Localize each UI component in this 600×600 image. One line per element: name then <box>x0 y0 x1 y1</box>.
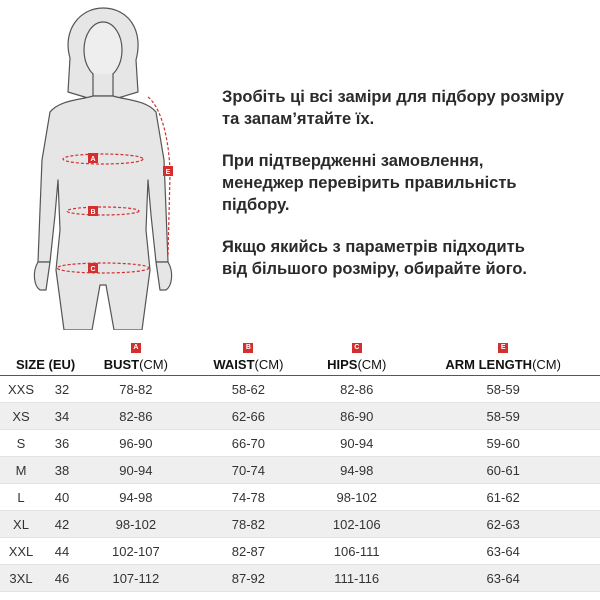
size-eu: 40 <box>42 484 82 511</box>
arm-length-value: 63-64 <box>406 538 600 565</box>
instruction-manager-check: При підтвердженні замовлення, менеджер перевірить правильність підбору. <box>222 152 517 214</box>
size-code: XS <box>0 403 42 430</box>
arm-length-value: 58-59 <box>406 376 600 403</box>
marker-a: A <box>90 156 96 163</box>
hips-value: 86-90 <box>307 403 406 430</box>
column-header-size: SIZE (EU) <box>0 330 82 376</box>
waist-value: 78-82 <box>190 511 307 538</box>
hips-value: 94-98 <box>307 457 406 484</box>
table-row <box>0 376 600 403</box>
size-eu: 34 <box>42 403 82 430</box>
bust-value: 96-90 <box>82 430 190 457</box>
waist-value: 87-92 <box>190 565 307 592</box>
waist-value: 70-74 <box>190 457 307 484</box>
bust-value: 90-94 <box>82 457 190 484</box>
size-eu: 44 <box>42 538 82 565</box>
size-eu: 32 <box>42 376 82 403</box>
arm-length-value: 60-61 <box>406 457 600 484</box>
column-header-waist: B WAIST(CM) <box>190 330 307 376</box>
table-row <box>0 538 600 565</box>
right-hand-shape <box>156 262 172 290</box>
hips-value: 90-94 <box>307 430 406 457</box>
hips-value: 111-116 <box>307 565 406 592</box>
table-row <box>0 565 600 592</box>
arm-length-badge: E <box>498 343 508 353</box>
size-code: 3XL <box>0 565 42 592</box>
size-code: M <box>0 457 42 484</box>
hips-value: 106-111 <box>307 538 406 565</box>
hips-value: 102-106 <box>307 511 406 538</box>
torso-shape <box>38 96 168 330</box>
size-code: S <box>0 430 42 457</box>
left-hand-shape <box>34 262 50 290</box>
female-silhouette <box>34 8 171 330</box>
bust-badge: A <box>131 343 141 353</box>
size-eu: 46 <box>42 565 82 592</box>
waist-value: 66-70 <box>190 430 307 457</box>
measurement-instructions <box>222 86 592 300</box>
arm-length-value: 58-59 <box>406 403 600 430</box>
size-eu: 38 <box>42 457 82 484</box>
bust-value: 102-107 <box>82 538 190 565</box>
body-measurement-figure <box>0 0 200 330</box>
bust-value: 82-86 <box>82 403 190 430</box>
arm-length-value: 59-60 <box>406 430 600 457</box>
waist-value: 58-62 <box>190 376 307 403</box>
face-shape <box>84 22 122 78</box>
size-code: XXL <box>0 538 42 565</box>
arm-length-value: 63-64 <box>406 565 600 592</box>
waist-value: 74-78 <box>190 484 307 511</box>
size-code: XL <box>0 511 42 538</box>
marker-b: B <box>90 209 96 216</box>
waist-value: 82-87 <box>190 538 307 565</box>
waist-badge: B <box>243 343 253 353</box>
instruction-larger-size: Якщо якийсь з параметрів підходить від більшого розміру, обирайте його. <box>222 238 528 278</box>
column-header-bust: A BUST(CM) <box>82 330 190 376</box>
bust-value: 94-98 <box>82 484 190 511</box>
marker-c: C <box>90 266 96 273</box>
neck-shape <box>93 74 113 96</box>
arm-length-value: 61-62 <box>406 484 600 511</box>
hips-badge: C <box>352 343 362 353</box>
arm-length-value: 62-63 <box>406 511 600 538</box>
bust-value: 107-112 <box>82 565 190 592</box>
size-chart-header <box>0 330 600 376</box>
marker-e: E <box>165 169 171 176</box>
bust-value: 98-102 <box>82 511 190 538</box>
table-row <box>0 403 600 430</box>
table-row <box>0 511 600 538</box>
instruction-measure: Зробіть ці всі заміри для підбору розміру та запам’ятайте їх. <box>222 88 564 128</box>
column-header-arm-length: E ARM LENGTH(CM) <box>406 330 600 376</box>
bust-value: 78-82 <box>82 376 190 403</box>
hips-value: 82-86 <box>307 376 406 403</box>
hips-value: 98-102 <box>307 484 406 511</box>
table-row <box>0 457 600 484</box>
size-code: L <box>0 484 42 511</box>
size-eu: 42 <box>42 511 82 538</box>
waist-value: 62-66 <box>190 403 307 430</box>
size-eu: 36 <box>42 430 82 457</box>
size-code: XXS <box>0 376 42 403</box>
table-row <box>0 430 600 457</box>
table-row <box>0 484 600 511</box>
column-header-hips: C HIPS(CM) <box>307 330 406 376</box>
size-chart-table <box>0 330 600 592</box>
